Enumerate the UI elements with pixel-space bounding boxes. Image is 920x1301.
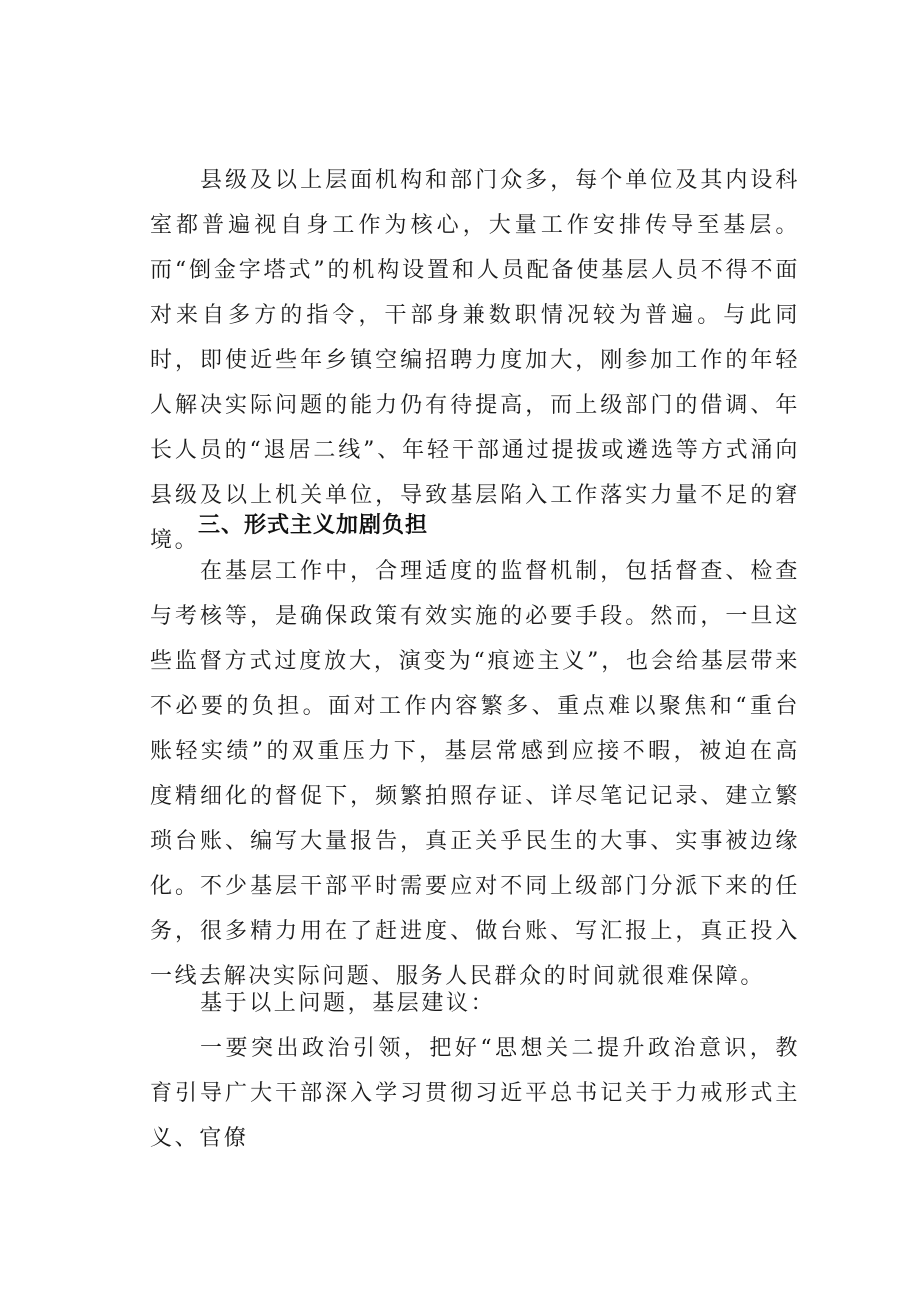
paragraph-political-guidance: 一要突出政治引领，把好“思想关二提升政治意识，教育引导广大干部深入学习贯彻习近平总书记关于力戒形式主义、官僚 [150,1036,800,1151]
paragraph-formalism-burden: 在基层工作中，合理适度的监督机制，包括督查、检查与考核等，是确保政策有效实施的必要手段。然而，一旦这些监督方式过度放大，演变为“痕迹主义”，也会给基层带来不必要的负担。面对工作内容繁多、重点难以聚焦和“重台账轻实绩”的双重压力下，基层常感到应接不暇，被迫在高度精细化的督促下，频繁拍照存证、详尽笔记记录、建立繁琐台账、编写大量报告，真正关乎民生的大事、实事被边缘化。不少基层干部平时需要应对不同上级部门分派下来的任务，很多精力用在了赶进度、做台账、写汇报上，真正投入一线去解决实际问题、服务人民群众的时间就很难保障。 [150,559,800,989]
paragraph-suggestions-intro: 基于以上问题，基层建议： [200,991,496,1016]
paragraph-staffing-shortage: 县级及以上层面机构和部门众多，每个单位及其内设科室都普遍视自身工作为核心，大量工作安排传导至基层。而“倒金字塔式”的机构设置和人员配备使基层人员不得不面对来自多方的指令，干部身兼数职情况较为普遍。与此同时，即使近些年乡镇空编招聘力度加大，刚参加工作的年轻人解决实际问题的能力仍有待提高，而上级部门的借调、年长人员的“退居二线”、年轻干部通过提拔或遴选等方式涌向县级及以上机关单位，导致基层陷入工作落实力量不足的窘境。 [150,168,800,553]
section-heading-formalism: 三、形式主义加剧负担 [198,513,429,538]
